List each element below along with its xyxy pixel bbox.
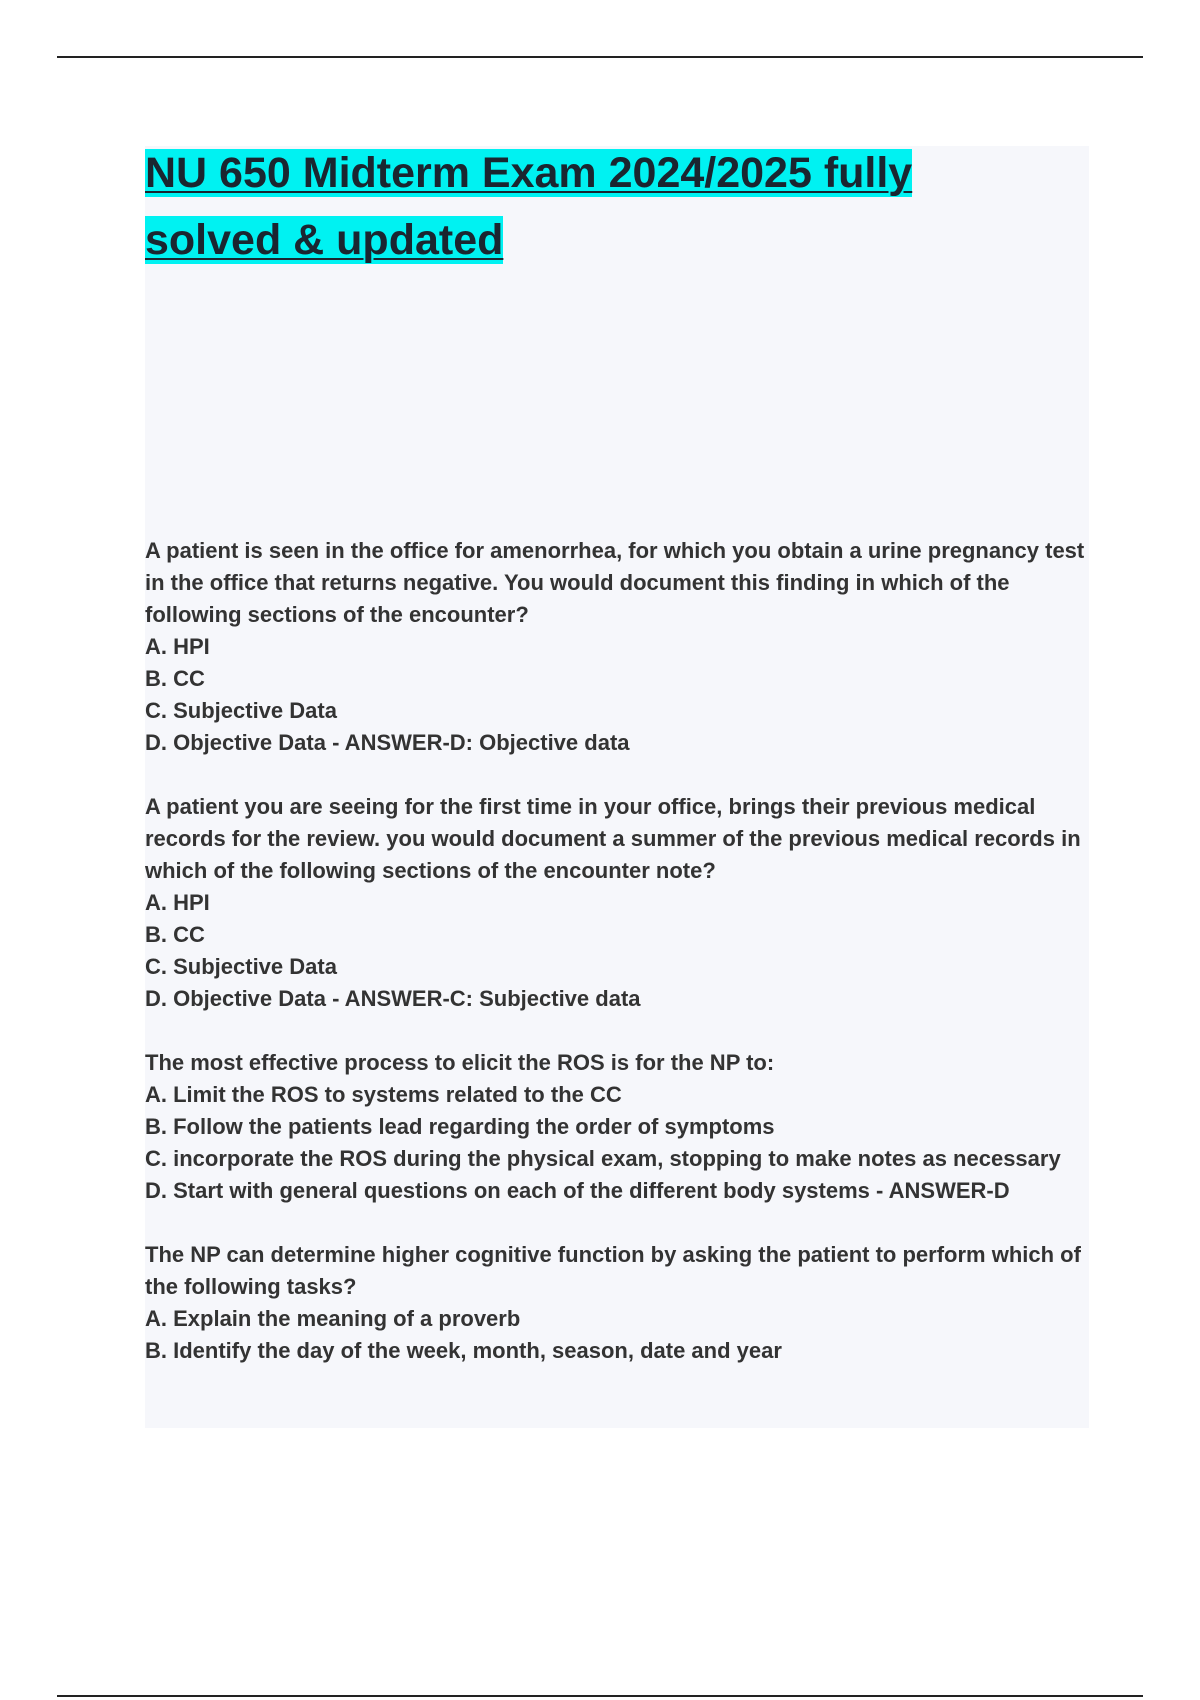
answer-option: C. incorporate the ROS during the physical exam, stopping to make notes as necessary	[145, 1146, 1061, 1171]
answer-option: D. Start with general questions on each of the different body systems - ANSWER-D	[145, 1178, 1010, 1203]
question-block	[145, 791, 1089, 1015]
answer-option: B. CC	[145, 922, 205, 947]
question-block	[145, 1047, 1089, 1207]
answer-option: D. Objective Data - ANSWER-C: Subjective data	[145, 986, 641, 1011]
answer-option: A. HPI	[145, 890, 210, 915]
questions-list	[145, 535, 1089, 1399]
question-stem: The NP can determine higher cognitive function by asking the patient to perform which of the following tasks?	[145, 1242, 1081, 1299]
answer-option: C. Subjective Data	[145, 954, 337, 979]
question-stem: A patient you are seeing for the first time in your office, brings their previous medical records for the review. you would document a summer of the previous medical records in which of the following sections of the encounter note?	[145, 794, 1081, 883]
title-line-2: solved & updated	[145, 216, 504, 264]
question-block	[145, 1239, 1089, 1367]
answer-option: C. Subjective Data	[145, 698, 337, 723]
answer-option: B. CC	[145, 666, 205, 691]
bottom-rule	[57, 1695, 1143, 1697]
question-stem: A patient is seen in the office for amenorrhea, for which you obtain a urine pregnancy test in the office that returns negative. You would document this finding in which of the following sections of the encounter?	[145, 538, 1085, 627]
answer-option: B. Follow the patients lead regarding the order of symptoms	[145, 1114, 775, 1139]
answer-option: A. Explain the meaning of a proverb	[145, 1306, 521, 1331]
answer-option: A. Limit the ROS to systems related to the CC	[145, 1082, 622, 1107]
answer-option: A. HPI	[145, 634, 210, 659]
document-title	[145, 140, 1089, 274]
answer-option: D. Objective Data - ANSWER-D: Objective data	[145, 730, 630, 755]
title-line-1: NU 650 Midterm Exam 2024/2025 fully	[145, 149, 913, 197]
question-block	[145, 535, 1089, 759]
question-stem: The most effective process to elicit the ROS is for the NP to:	[145, 1050, 775, 1075]
answer-option: B. Identify the day of the week, month, season, date and year	[145, 1338, 782, 1363]
top-rule	[57, 56, 1143, 58]
